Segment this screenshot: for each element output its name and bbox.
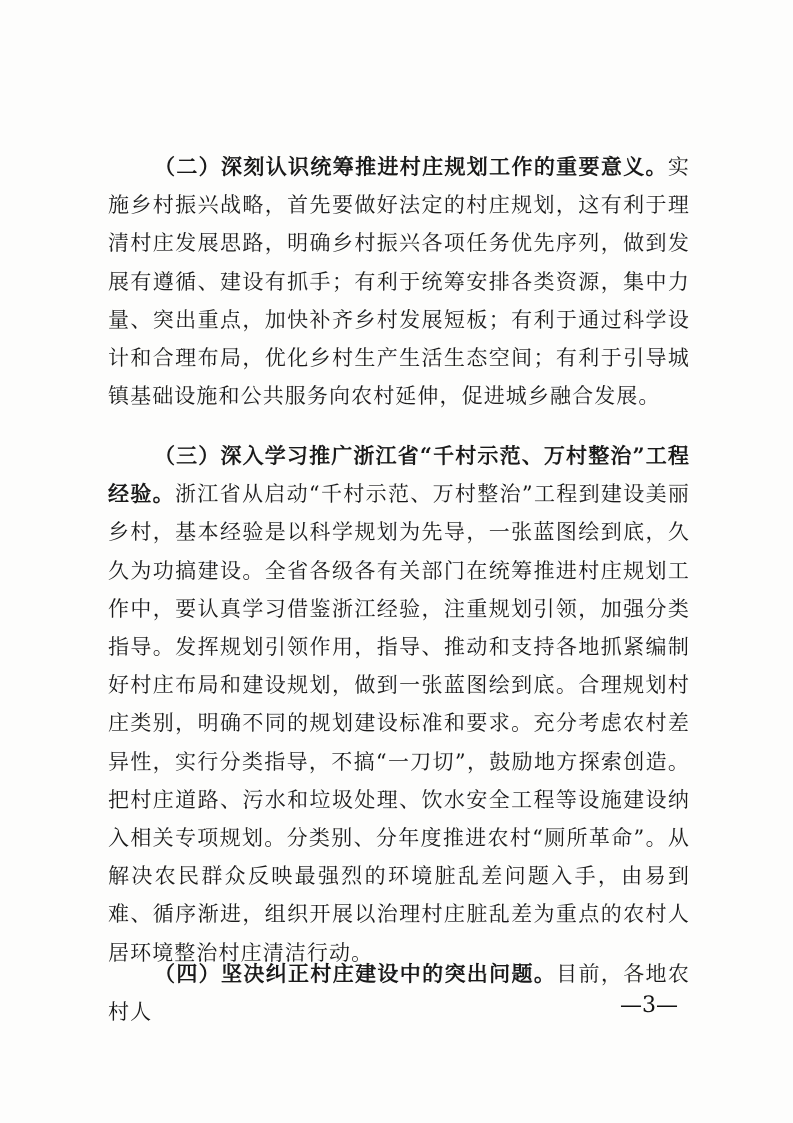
paragraph-heading: （二）深刻认识统筹推进村庄规划工作的重要意义。 — [154, 154, 668, 179]
paragraph — [108, 437, 690, 972]
paragraph-body: 目前，各地农村人 — [108, 962, 690, 1025]
paragraph — [108, 148, 690, 415]
paragraph-section-2 — [108, 148, 690, 415]
paragraph-heading: （三）深入学习推广浙江省“千村示范、万村整治”工程经验。 — [108, 443, 690, 507]
paragraph-section-3 — [108, 437, 690, 972]
paragraph-heading: （四）坚决纠正村庄建设中的突出问题。 — [154, 961, 557, 986]
paragraph-section-4 — [108, 955, 690, 1031]
paragraph — [108, 955, 690, 1031]
paragraph-body: 浙江省从启动“千村示范、万村整治”工程到建设美丽乡村，基本经验是以科学规划为先导，一张蓝图绘到底，久久为功搞建设。全省各级各有关部门在统筹推进村庄规划工作中，要认真学习借鉴浙江经验，注重规划引领，加强分类指导。发挥规划引领作用，指导、推动和支持各地抓紧编制好村庄布局和建设规划，做到一张蓝图绘到底。合理规划村庄类别，明确不同的规划建设标准和要求。充分考虑农村差异性，实行分类指导，不搞“一刀切”，鼓励地方探索创造。把村庄道路、污水和垃圾处理、饮水安全工程等设施建设纳入相关专项规划。分类别、分年度推进农村“厕所革命”。从解决农民群众反映最强烈的环境脏乱差问题入手，由易到难、循序渐进，组织开展以治理村庄脏乱差为重点的农村人居环境整治村庄清洁行动。 — [108, 482, 690, 965]
paragraph-body: 实施乡村振兴战略，首先要做好法定的村庄规划，这有利于理清村庄发展思路，明确乡村振兴各项任务优先序列，做到发展有遵循、建设有抓手；有利于统筹安排各类资源，集中力量、突出重点，加快补齐乡村发展短板；有利于通过科学设计和合理布局，优化乡村生产生活生态空间；有利于引导城镇基础设施和公共服务向农村延伸，促进城乡融合发展。 — [108, 155, 690, 409]
page-number: —3— — [620, 993, 678, 1018]
